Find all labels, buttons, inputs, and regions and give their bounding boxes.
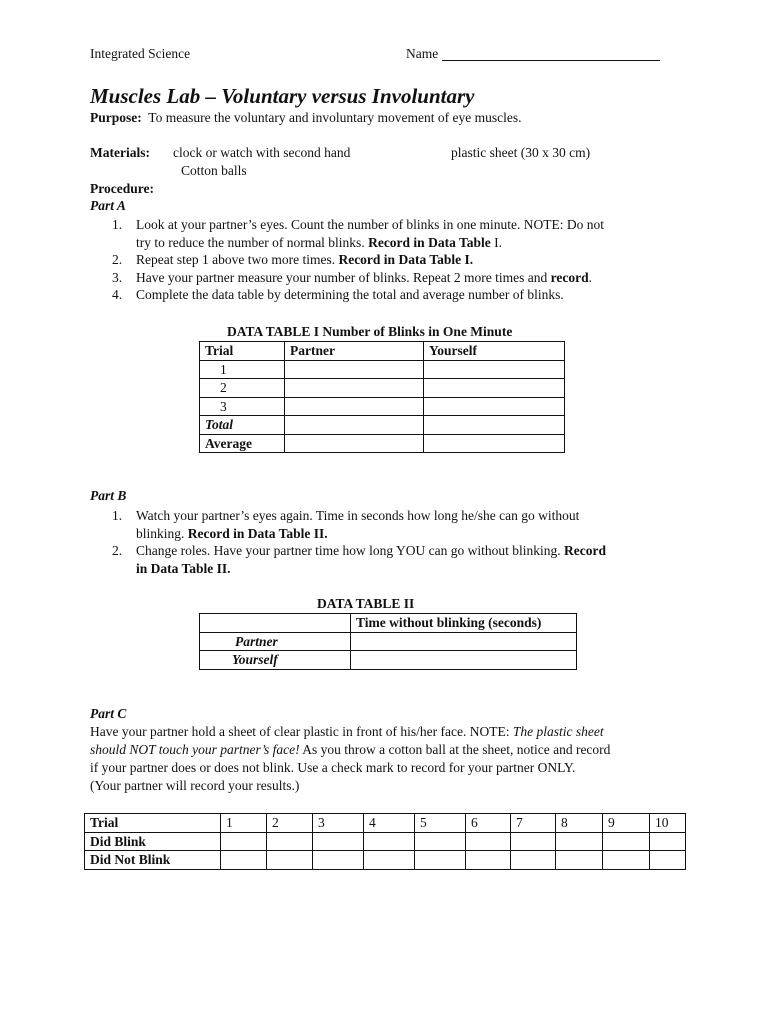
page-title: Muscles Lab – Voluntary versus Involuntary [90, 84, 475, 108]
column-header: 1 [221, 814, 267, 833]
table-cell[interactable] [424, 360, 565, 379]
table-cell[interactable] [603, 851, 650, 870]
material-item: Cotton balls [181, 163, 247, 178]
list-item [90, 216, 604, 251]
purpose-label: Purpose: [90, 110, 142, 125]
step-number: 1. [112, 217, 123, 232]
row-label: 3 [200, 397, 285, 416]
table-cell[interactable] [424, 416, 565, 435]
step-number: 2. [112, 252, 123, 267]
table-cell[interactable] [285, 360, 424, 379]
table-cell[interactable] [285, 434, 424, 453]
list-item: 2. Repeat step 1 above two more times. Record in Data Table I. [112, 252, 474, 267]
column-header: 9 [603, 814, 650, 833]
table-cell[interactable] [466, 832, 511, 851]
table-cell[interactable] [221, 851, 267, 870]
row-label: Did Not Blink [85, 851, 221, 870]
part-b-steps [90, 507, 606, 577]
name-label: Name [406, 46, 439, 61]
table-cell[interactable] [556, 851, 603, 870]
table-cell[interactable] [603, 832, 650, 851]
row-label: Did Blink [85, 832, 221, 851]
list-item [90, 542, 606, 577]
table-cell[interactable] [466, 851, 511, 870]
column-header: 6 [466, 814, 511, 833]
column-header: Trial [200, 342, 285, 361]
purpose-text: To measure the voluntary and involuntary movement of eye muscles. [148, 110, 522, 125]
table-cell[interactable] [650, 832, 686, 851]
data-table-2 [199, 613, 577, 670]
row-label: Average [200, 434, 285, 453]
list-item [90, 286, 604, 304]
table-cell[interactable] [285, 416, 424, 435]
column-header: 7 [511, 814, 556, 833]
step-text: Change roles. Have your partner time how long YOU can go without blinking. Record [136, 543, 607, 558]
step-text: Complete the data table by determining the total and average number of blinks. [136, 287, 564, 302]
row-label: Total [200, 416, 285, 435]
row-label: 1 [200, 360, 285, 379]
column-header: 10 [650, 814, 686, 833]
table-cell[interactable] [424, 397, 565, 416]
table-cell[interactable] [351, 632, 577, 651]
table-row [85, 851, 686, 870]
step-text: in Data Table II. [136, 560, 231, 576]
materials-label: Materials: [90, 145, 150, 160]
table-cell[interactable] [511, 832, 556, 851]
table-cell[interactable] [556, 832, 603, 851]
step-text: Look at your partner’s eyes. Count the number of blinks in one minute. NOTE: Do not [136, 217, 605, 232]
course-label: Integrated Science [90, 46, 191, 61]
row-label: 2 [200, 379, 285, 398]
table2-caption: DATA TABLE II [317, 596, 415, 611]
table-cell[interactable] [364, 851, 415, 870]
part-a-heading: Part A [90, 198, 126, 213]
table-cell[interactable] [424, 434, 565, 453]
step-number: 1. [112, 508, 123, 523]
step-text: Have your partner measure your number of blinks. Repeat 2 more times and [136, 269, 551, 285]
table-cell[interactable] [221, 832, 267, 851]
table-cell[interactable] [364, 832, 415, 851]
table-cell[interactable] [650, 851, 686, 870]
name-field[interactable] [406, 46, 660, 62]
table-cell[interactable] [424, 379, 565, 398]
step-number: 2. [112, 543, 123, 558]
table-row [200, 360, 565, 379]
table-row [200, 651, 577, 670]
list-item [90, 507, 606, 542]
step-text: blinking. Record in Data Table II. [136, 525, 328, 541]
table-cell[interactable] [415, 832, 466, 851]
table-cell[interactable] [267, 832, 313, 851]
table-cell[interactable] [267, 851, 313, 870]
step-number: 4. [112, 287, 123, 302]
list-item: 3. Have your partner measure your number of blinks. Repeat 2 more times and record. [112, 269, 592, 285]
column-header: 8 [556, 814, 603, 833]
column-header: Partner [285, 342, 424, 361]
table-cell[interactable] [511, 851, 556, 870]
part-c-instructions: Have your partner hold a sheet of clear plastic in front of his/her face. NOTE: The plastic sheet should NOT touch your partner’s face! As you throw a cotton ball at the sheet, notice and record if your partner does or does not blink. Use a check mark to record for your partner ONLY. (Your partner will record your results.) [90, 724, 611, 793]
column-header: 5 [415, 814, 466, 833]
table-cell[interactable] [285, 397, 424, 416]
table-row [200, 379, 565, 398]
table-row [85, 832, 686, 851]
table-row [200, 416, 565, 435]
table-header-row [200, 614, 577, 633]
part-b-heading: Part B [90, 488, 127, 503]
column-header: 4 [364, 814, 415, 833]
table-cell[interactable] [285, 379, 424, 398]
step-text: Watch your partner’s eyes again. Time in seconds how long he/she can go without [136, 508, 580, 523]
part-a-steps [90, 216, 604, 304]
column-header: 2 [267, 814, 313, 833]
table-row [200, 434, 565, 453]
table-cell [200, 614, 351, 633]
procedure-label: Procedure: [90, 181, 154, 196]
table-row [200, 632, 577, 651]
purpose [90, 110, 521, 126]
material-item: clock or watch with second hand [173, 145, 351, 160]
part-c-heading: Part C [90, 706, 127, 721]
table-row [200, 397, 565, 416]
table-cell[interactable] [313, 832, 364, 851]
table-header-row [200, 342, 565, 361]
table-cell[interactable] [351, 651, 577, 670]
table-header-row [85, 814, 686, 833]
material-item: plastic sheet (30 x 30 cm) [451, 145, 591, 160]
column-header: Time without blinking (seconds) [351, 614, 577, 633]
step-text: Repeat step 1 above two more times. [136, 252, 339, 267]
row-label: Yourself [200, 651, 351, 670]
name-blank-line[interactable] [442, 46, 660, 61]
step-text: try to reduce the number of normal blinks. Record in Data Table I. [136, 234, 502, 250]
row-label: Partner [200, 632, 351, 651]
data-table-3 [84, 813, 686, 870]
column-header: 3 [313, 814, 364, 833]
data-table-1 [199, 341, 565, 453]
column-header: Yourself [424, 342, 565, 361]
table-cell[interactable] [313, 851, 364, 870]
table1-caption: DATA TABLE I Number of Blinks in One Minute [227, 324, 513, 339]
column-header: Trial [85, 814, 221, 833]
table-cell[interactable] [415, 851, 466, 870]
step-number: 3. [112, 269, 123, 285]
